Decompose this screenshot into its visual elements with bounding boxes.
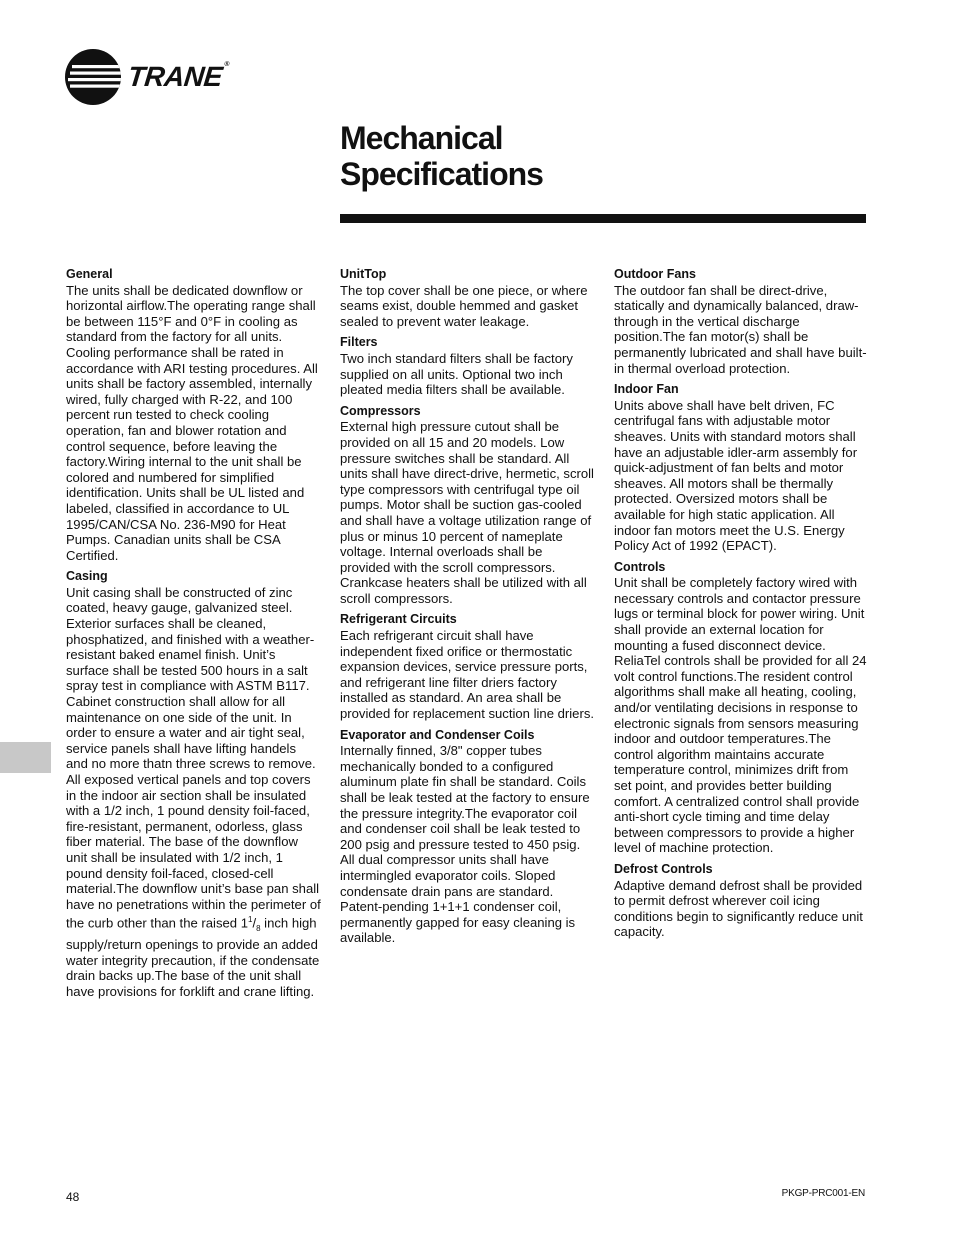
- document-id: PKGP-PRC001-EN: [781, 1188, 865, 1199]
- section-filters: [340, 335, 595, 397]
- section-body: Unit casing shall be constructed of zinc coated, heavy gauge, galvanized steel. Exterior surfaces shall be cleaned, phosphatized, and finished with a weather-resistant baked enamel finish. Unit’s surface shall be tested 500 hours in a salt spray test in compliance with ASTM B117. Cabinet construction shall allow for all maintenance on one side of the unit. In order to ensure a water and air tight seal, service panels shall have lifting handels and no more thatn three screws to remove. All exposed vertical panels and top covers in the indoor air section shall be insulated with a 1/2 inch, 1 pound density foil-faced, fire-resistant, permanent, odorless, glass fiber material. The base of the downflow unit shall be insulated with 1/2 inch, 1 pound density foil-faced, closed-cell material.The downflow unit’s base pan shall have no penetrations within the perimeter of the curb other than the raised $1^1/_8$ inch high supply/return openings to provide an added water integrity precaution, if the condensate drain backs up.The base of the unit shall have provisions for forklift and crane lifting.: [66, 584, 321, 999]
- fraction-denominator: 8: [256, 924, 261, 934]
- title-line-1: Mechanical: [340, 120, 503, 156]
- section-coils: [340, 728, 595, 946]
- section-body: Adaptive demand defrost shall be provided to permit defrost wherever coil icing conditions begin to significantly reduce unit capacity.: [614, 877, 863, 940]
- section-body: Internally finned, 3/8" copper tubes mechanically bonded to a configured aluminum plate fin shall be standard. Coils shall be leak tested at the factory to ensure the pressure integrity.The evaporator coil and condenser coil shall be leak tested to 200 psig and pressure tested to 450 psig. All dual compressor units shall have intermingled evaporator coils. Sloped condensate drain pans are standard. Patent-pending 1+1+1 condenser coil, permanently gapped for easy cleaning is available.: [340, 743, 590, 946]
- column-middle: [340, 267, 595, 952]
- fraction-numerator: 1: [247, 915, 253, 925]
- column-left: [66, 267, 321, 1005]
- section-body: External high pressure cutout shall be provided on all 15 and 20 models. Low pressure switches shall be standard. All units shall have direct-drive, hermetic, scroll type compressors with centrifugal type oil pumps. Motor shall be suction gas-cooled and shall have a voltage utilization range of plus or minus 10 percent of nameplate voltage. Internal overloads shall be provided with the scroll compressors. Crankcase heaters shall be utilized with all scroll compressors.: [340, 419, 594, 606]
- section-heading: Refrigerant Circuits: [340, 612, 457, 627]
- section-body: Unit shall be completely factory wired with necessary controls and contactor pressure lugs or terminal block for power wiring. Unit shall provide an external location for mounting a fused disconnect device. ReliaTel controls shall be provided for all 24 volt control functions.The resident control algorithms shall make all heating, cooling, and/or ventilating decisions in response to electronic signals from sensors measuring indoor and outdoor temperatures.The control algorithm maintains accurate temperature control, minimizes drift from set point, and provides better building comfort. A centralized control shall provide anti-short cycle timing and time delay between compressors to provide a higher level of machine protection.: [614, 575, 867, 856]
- section-unit-top: [340, 267, 595, 329]
- section-casing: [66, 569, 321, 999]
- section-heading: UnitTop: [340, 267, 387, 281]
- section-heading: Filters: [340, 335, 378, 350]
- section-heading: Outdoor Fans: [614, 267, 696, 281]
- trane-globe-icon: [64, 48, 122, 106]
- body-text: inch high supply/return openings to provide an added water integrity precaution, if the condensate drain backs up.The base of the unit shall have provisions for forklift and crane lifting.: [66, 915, 320, 999]
- registered-mark: ®: [223, 61, 230, 68]
- section-heading: Defrost Controls: [614, 861, 713, 876]
- section-controls: [614, 560, 869, 856]
- section-body: Two inch standard filters shall be factory supplied on all units. Optional two inch pleated media filters shall be available.: [340, 350, 573, 398]
- section-heading: Compressors: [340, 403, 421, 418]
- section-heading: Evaporator and Condenser Coils: [340, 727, 535, 742]
- section-heading: Casing: [66, 569, 108, 584]
- section-body: The units shall be dedicated downflow or horizontal airflow.The operating range shall be between 115°F and 0°F in cooling as standard from the factory for all units. Cooling performance shall be rated in accordance with ARI testing procedures. All units shall be factory assembled, internally wired, fully charged with R-22, and 100 percent run tested to check cooling operation, fan and blower rotation and control sequence, before leaving the factory.Wiring internal to the unit shall be colored and numbered for simplified identification. Units shall be UL listed and labeled, classified in accordance to UL 1995/CAN/CSA No. 236-M90 for Heat Pumps. Canadian units shall be CSA Certified.: [66, 282, 318, 563]
- section-defrost-controls: [614, 862, 869, 940]
- body-text: Unit casing shall be constructed of zinc coated, heavy gauge, galvanized steel. Exterior surfaces shall be cleaned, phosphatized, and finished with a weather-resistant baked enamel finish. Unit’s surface shall be tested 500 hours in a salt spray test in compliance with ASTM B117. Cabinet construction shall allow for all maintenance on one side of the unit. In order to ensure a water and air tight seal, service panels shall have lifting handels and no more thatn three screws to remove. All exposed vertical panels and top covers in the indoor air section shall be insulated with a 1/2 inch, 1 pound density foil-faced, fire-resistant, permanent, odorless, glass fiber material. The base of the downflow unit shall be insulated with 1/2 inch, 1 pound density foil-faced, closed-cell material.The downflow unit’s base pan shall have no penetrations within the perimeter of the curb other than the raised 1: [66, 584, 321, 931]
- title-line-2: Specifications: [340, 156, 543, 192]
- side-tab-marker: [0, 742, 51, 773]
- brand-name: TRANE®: [126, 61, 230, 92]
- section-heading: Indoor Fan: [614, 382, 679, 397]
- section-indoor-fan: [614, 382, 869, 554]
- section-general: [66, 267, 321, 563]
- section-body: The outdoor fan shall be direct-drive, statically and dynamically balanced, draw-through in the vertical discharge position.The fan motor(s) shall be permanently lubricated and shall have built-in thermal overload protection.: [614, 282, 867, 376]
- section-body: The top cover shall be one piece, or where seams exist, double hemmed and gasket sealed to prevent water leakage.: [340, 282, 588, 329]
- column-right: [614, 267, 869, 946]
- page-title: [340, 120, 543, 192]
- section-body: Units above shall have belt driven, FC centrifugal fans with adjustable motor sheaves. Units with standard motors shall have an adjustable idler-arm assembly for quick-adjustment of fan belts and motor sheaves. All motors shall be thermally protected. Oversized motors shall be available for high static application. All indoor fan motors meet the U.S. Energy Policy Act of 1992 (EPACT).: [614, 397, 858, 554]
- section-outdoor-fans: [614, 267, 869, 376]
- trane-logo: [64, 48, 228, 106]
- section-compressors: [340, 404, 595, 607]
- section-heading: General: [66, 267, 113, 281]
- section-heading: Controls: [614, 559, 666, 574]
- title-rule: [340, 214, 866, 223]
- section-refrigerant-circuits: [340, 612, 595, 721]
- section-body: Each refrigerant circuit shall have independent fixed orifice or thermostatic expansion devices, service pressure ports, and refrigerant line filter driers factory installed as standard. An area shall be provided for replacement suction line driers.: [340, 628, 594, 722]
- page-number: 48: [66, 1190, 80, 1204]
